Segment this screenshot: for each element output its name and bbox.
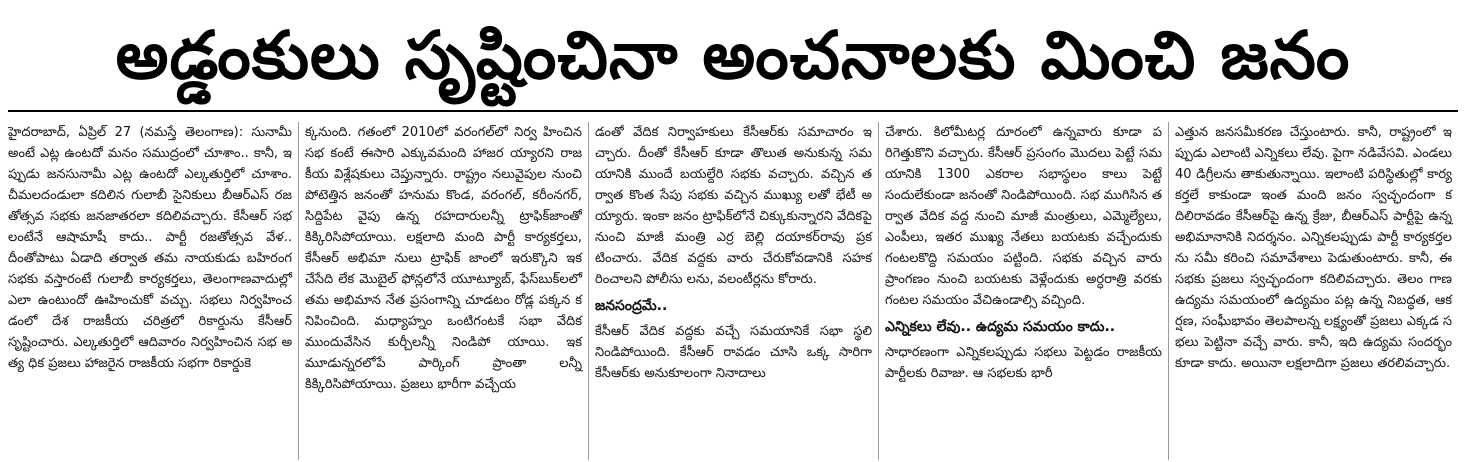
paragraph: హైదరాబాద్, ఏప్రిల్ 27 (నమస్తే తెలంగాణ): సునామీ అంటే ఎట్ల ఉంటదో మనం సముద్రంలో చూశాం.. కానీ, ఇప్పుడు జనసునామీ ఎట్ల ఉంటదో ఎల్కతుర్తిలో చూశాం. చీమలదండులా కదిలిన గులాబీ సైనికులు బీఆర్ఎస్ రజతోత్సవ సభకు జనజాతరలా కదిలివచ్చారు. కేసీఆర్ సభ లంటేనే ఆషామాషీ కాదు.. పార్టీ రజతోత్సవ వేళ.. దీంతోపాటు ఏడాది తర్వాత తమ నాయకుడు బహిరంగ సభకు వస్తారంటే గులాబీ కార్యకర్తలు, తెలంగాణవాదుల్లో ఎలా ఉంటుందో ఊహించుకో వచ్చు. సభలు నిర్వహించడంలో దేశ రాజకీయ చరిత్రలో రికార్డును కేసీఆర్ సృష్టించారు. ఎల్కతుర్తిలో ఆదివారం నిర్వహించిన సభ అత్య ధిక ప్రజలు హాజరైన రాజకీయ సభగా రికార్డుకె [8, 125, 292, 371]
column-4 [878, 122, 1168, 460]
headline: అడ్డంకులు సృష్టించినా అంచనాలకు మించి జనం [115, 17, 1351, 94]
paragraph: డంతో వేదిక నిర్వాహకులు కేసీఆర్‌కు సమాచారం ఇచ్చారు. దీంతో కేసీఆర్ కూడా తొలుత అనుకున్న సమయానికి ముందే బయల్దేరి సభకు వచ్చారు. వచ్చిన తర్వాత కొంత సేపు సభకు వచ్చిన ముఖ్యు లతో భేటీ అయ్యారు. ఇంకా జనం ట్రాఫిక్‌లోనే చిక్కుకున్నారని వేదికపై నుంచి మాజీ మంత్రి ఎర్ర బెల్లి దయాకర్‌రావు ప్రకటించారు. వేదిక వద్దకు వారు చేరుకోవడానికి సహకరించాలని పోలీసు లను, వలంటీర్లను కోరారు. [595, 125, 872, 287]
column-5 [1168, 122, 1458, 460]
column-1 [8, 122, 298, 460]
paragraph: కేసీఆర్ వేదిక వద్దకు వచ్చే సమయానికే సభా స్థలి నిండిపోయింది. కేసీఆర్ రావడం చూసి ఒక్క సారిగా కేసీఆర్‌కు అనుకూలంగా నినాదాలు [595, 324, 872, 381]
column-3 [588, 122, 878, 460]
paragraph: క్కనుంది. గతంలో 2010లో వరంగల్‌లో నిర్వ హించిన సభ కంటే ఈసారి ఎక్కువమంది హాజర య్యారని రాజకీయ విశ్లేషకులు చెప్తున్నారు. రాష్ట్రం నలువైపుల నుంచి పోటెత్తిన జనంతో హనుమ కొండ, వరంగల్, కరీంనగర్, సిద్దిపేట వైపు ఉన్న రహదారులన్నీ ట్రాఫిక్‌జాంతో కిక్కిరిసిపోయాయి. లక్షలాది మంది పార్టీ కార్యకర్తలు, కేసీఆర్ అభిమా నులు ట్రాఫిక్ జాంలో ఇరుక్కొని ఇక చేసేది లేక మొబైల్ ఫోన్లలోనే యూట్యూబ్, ఫేస్‌బుక్‌లలో తమ అభిమాన నేత ప్రసంగాన్ని చూడటం రోడ్ల పక్కన కనిపించింది. మధ్యాహ్నం ఒంటిగంటకే సభా వేదిక ముందువేసిన కుర్చీలన్నీ నిండిపో యాయి. ఇక మూడున్నరలోపే పార్కింగ్ ప్రాంతా లన్నీ కిక్కిరిసిపోయాయి. ప్రజలు భారీగా వచ్చేయ [305, 125, 582, 392]
paragraph: చేశారు. కిలోమీటర్ల దూరంలో ఉన్నవారు కూడా పరిగెత్తుకొని వచ్చారు. కేసీఆర్ ప్రసంగం మొదలు పెట్టే సమయానికి 1300 ఎకరాల సభాస్థలం కాలు పెట్టే సందులేకుండా జనంతో నిండిపోయింది. సభ ముగిసిన తర్వాత వేదిక వద్ద నుంచి మాజీ మంత్రులు, ఎమ్మెల్యేలు, ఎంపీలు, ఇతర ముఖ్య నేతలు బయటకు వచ్చేందుకు గంటలకొద్ది సమయం పట్టింది. సభకు వచ్చిన వారు ప్రాంగణం నుంచి బయటకు వెళ్లేందుకు అర్ధరాత్రి వరకు గంటల సమయం వేచిఉండాల్సి వచ్చింది. [885, 125, 1162, 308]
subheading: ఎన్నికలు లేవు.. ఉద్యమ సమయం కాదు.. [885, 319, 1116, 335]
headline-rule [8, 110, 1458, 112]
subheading: జనసంద్రమే.. [595, 298, 668, 314]
paragraph: సాధారణంగా ఎన్నికలప్పుడు సభలు పెట్టడం రాజకీయ పార్టీలకు రివాజు. ఆ సభలకు భారీ [885, 345, 1162, 381]
paragraph: ఎత్తున జనసమీకరణ చేస్తుంటారు. కానీ, రాష్ట్రంలో ఇప్పుడు ఎలాంటి ఎన్నికలు లేవు. పైగా నడివేసవి. ఎండలు 40 డిగ్రీలను తాకుతున్నాయి. ఇలాంటి పరిస్థితుల్లో కార్యకర్తలే కాకుండా ఇంత మంది జనం స్వచ్ఛందంగా కదిలిరావడం కేసీఆర్‌పై ఉన్న క్రేజు, బీఆర్ఎస్ పార్టీపై ఉన్న అభిమానానికి నిదర్శనం. ఎన్నికలప్పుడు పార్టీ కార్యకర్తలను సమీ కరించి సమావేశాలు పెడుతుంటారు. కానీ, ఈ సభకు ప్రజలు స్వచ్ఛందంగా కదిలివచ్చారు. తెలం గాణ ఉద్యమ సమయంలో ఉద్యమం పట్ల ఉన్న నిబద్ధత, ఆకర్షణ, సంఘీభావం తెలపాలన్న లక్ష్యంతో ప్రజలు ఎక్కడ సభలు పెట్టినా వచ్చే వారు. కానీ, ఇది ఉద్యమ సందర్భం కూడా కాదు. అయినా లక్షలాదిగా ప్రజలు తరలివచ్చారు. [1175, 125, 1452, 371]
column-2 [298, 122, 588, 460]
article-body [8, 122, 1458, 460]
